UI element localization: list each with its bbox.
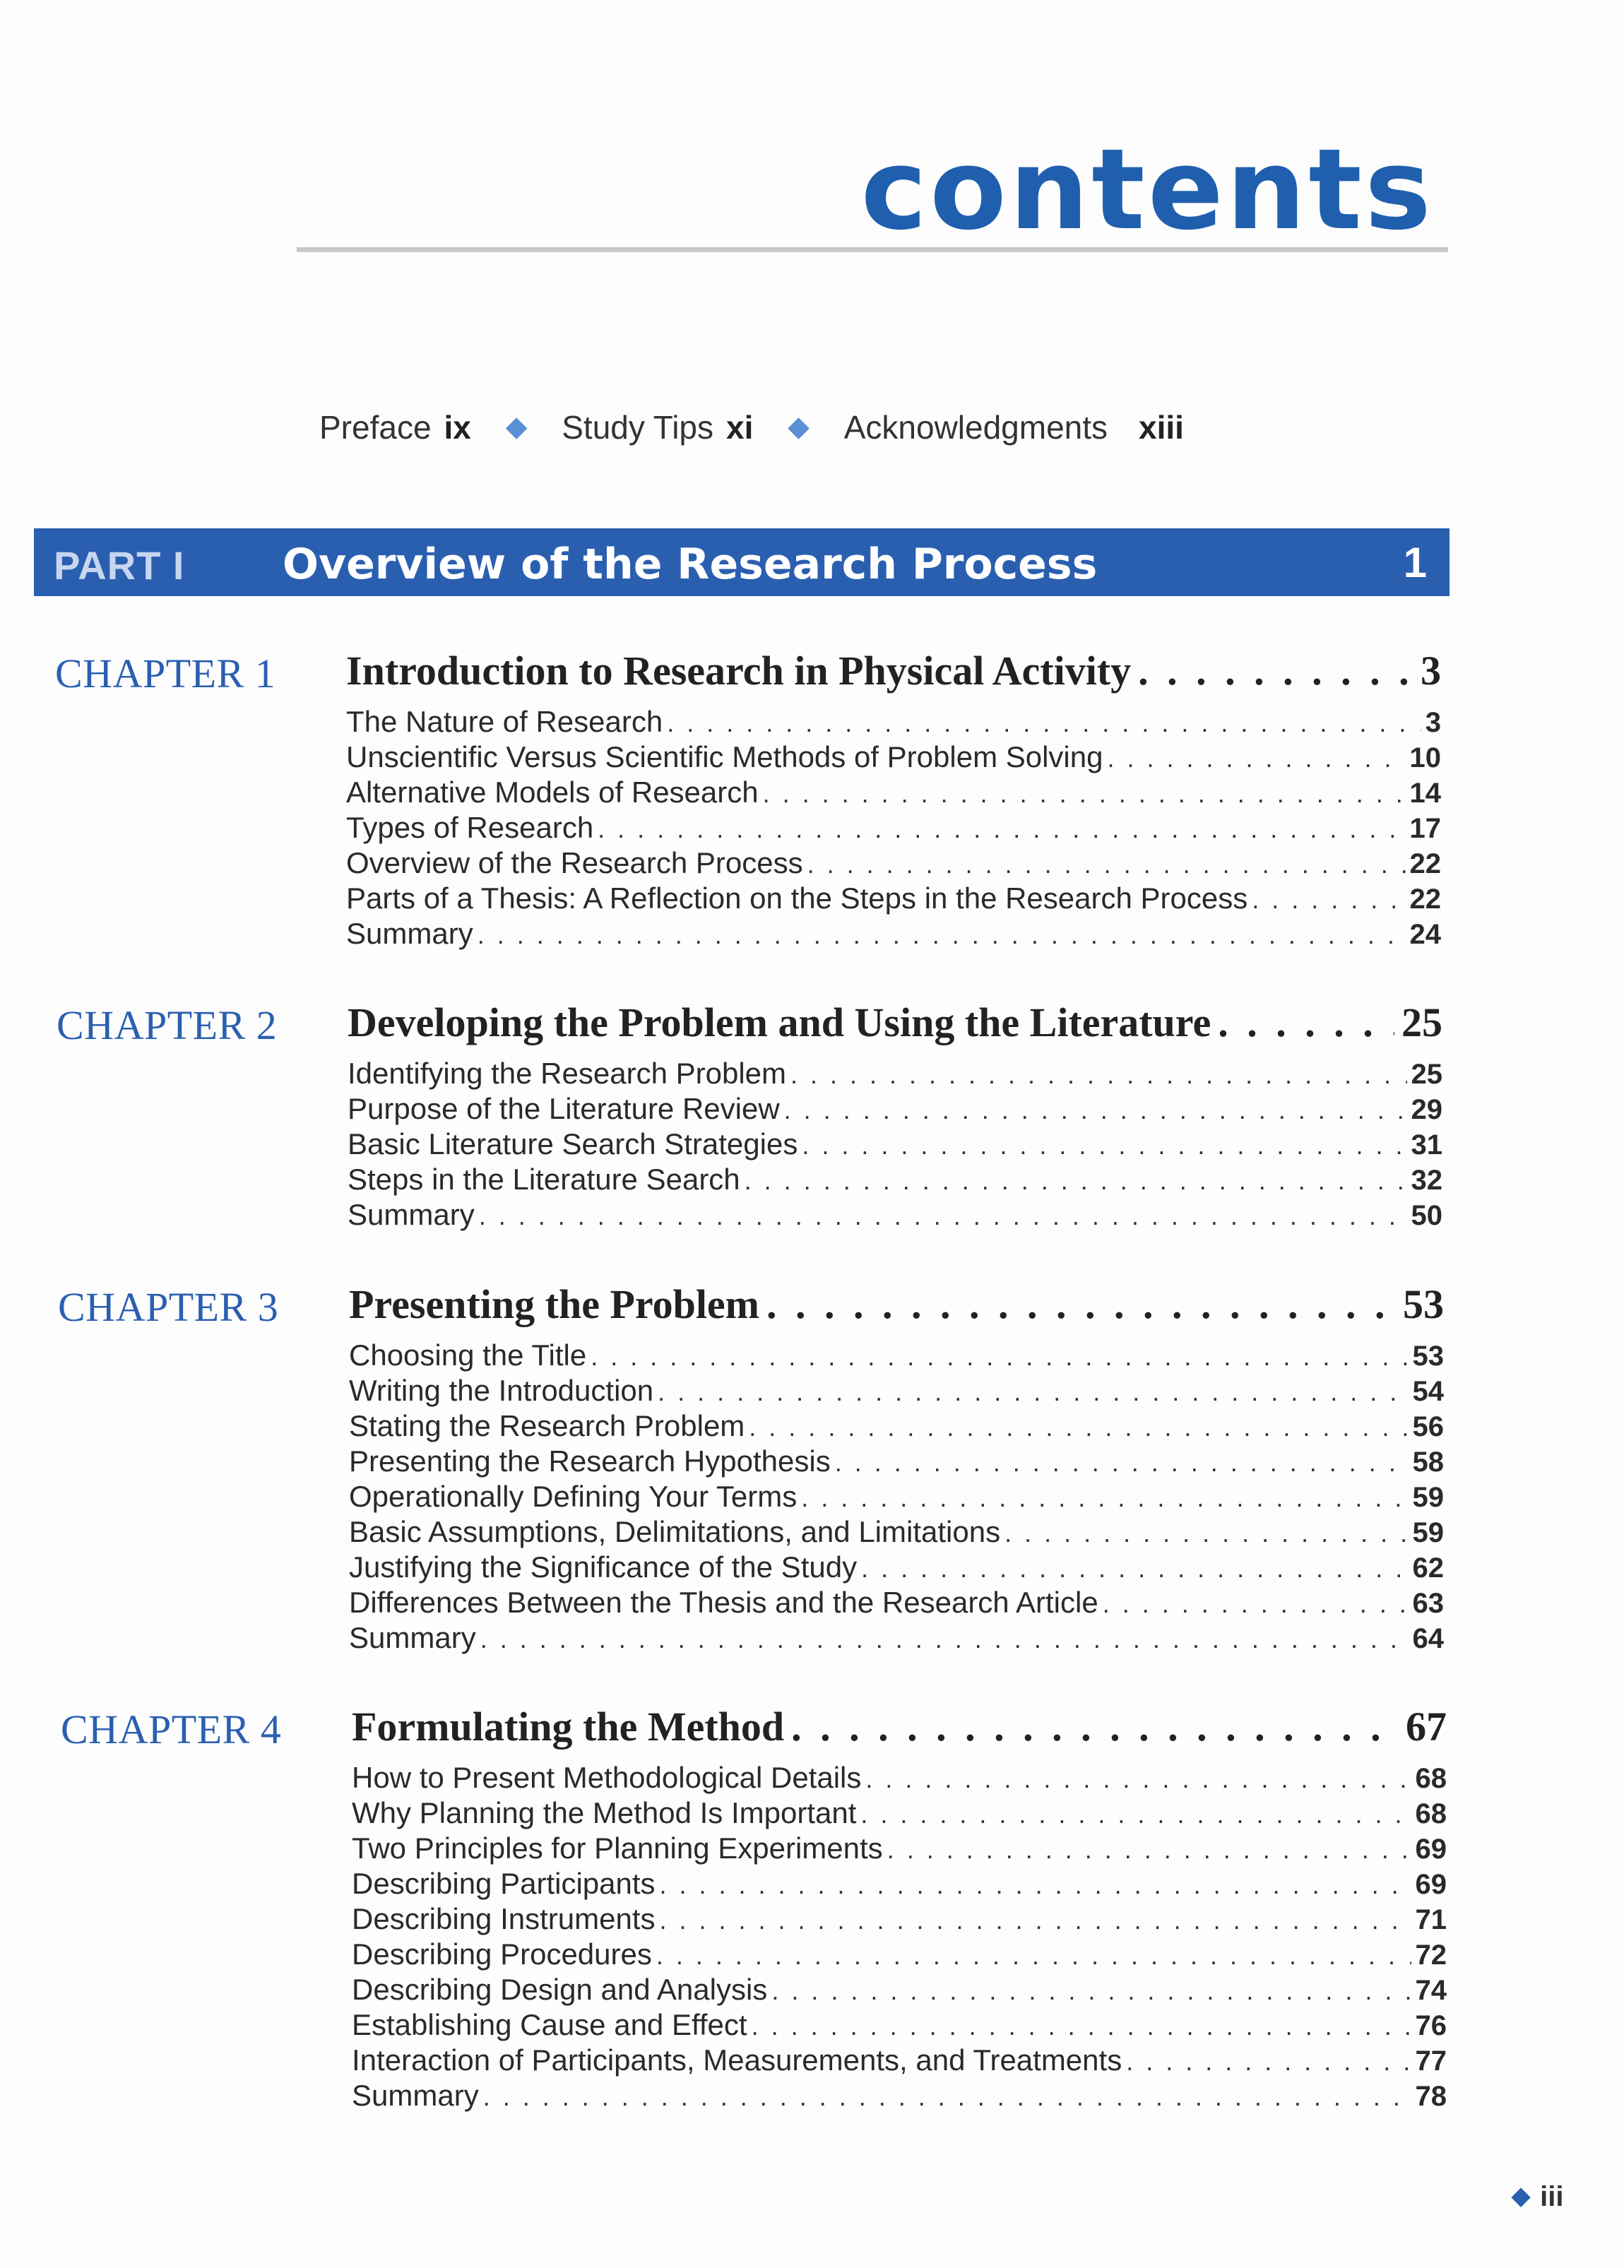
front-item-study-tips[interactable]	[562, 408, 753, 446]
section-page: 25	[1411, 1059, 1442, 1090]
section-title: Justifying the Significance of the Study	[349, 1550, 858, 1584]
chapter-page: 67	[1406, 1704, 1447, 1750]
dot-leader	[752, 2008, 1411, 2042]
front-item-preface[interactable]	[319, 408, 471, 446]
dot-leader	[802, 1127, 1406, 1161]
section-title: Identifying the Research Problem	[348, 1057, 786, 1090]
diamond-icon: ◆	[505, 411, 528, 442]
section-entry[interactable]	[346, 776, 1441, 811]
dot-leader	[658, 1374, 1408, 1408]
section-title: Why Planning the Method Is Important	[352, 1796, 857, 1829]
dot-leader	[478, 917, 1406, 951]
section-entry[interactable]	[346, 846, 1441, 881]
chapter-title-entry[interactable]	[352, 1703, 1447, 1752]
section-page: 58	[1412, 1447, 1444, 1478]
chapter-title: Presenting the Problem	[349, 1281, 759, 1327]
chapter-page: 3	[1421, 648, 1441, 694]
section-entry[interactable]	[349, 1480, 1444, 1515]
section-title: Describing Procedures	[352, 1937, 652, 1971]
section-entry[interactable]	[349, 1374, 1444, 1409]
dot-leader	[667, 705, 1421, 739]
dot-leader	[766, 1281, 1396, 1328]
section-title: Alternative Models of Research	[346, 776, 759, 809]
section-entry[interactable]	[352, 2079, 1447, 2114]
section-entry[interactable]	[346, 740, 1441, 776]
chapter-title-entry[interactable]	[349, 1281, 1444, 1330]
section-entry[interactable]	[346, 881, 1441, 917]
section-entry[interactable]	[352, 1831, 1447, 1867]
section-page: 69	[1415, 1869, 1447, 1900]
dot-leader	[1004, 1515, 1408, 1549]
section-entry[interactable]	[349, 1338, 1444, 1374]
front-matter	[319, 408, 1184, 446]
chapter-label: CHAPTER 2	[57, 1002, 278, 1048]
section-entry[interactable]	[348, 1127, 1442, 1163]
diamond-icon: ◆	[1512, 2183, 1531, 2209]
section-entry[interactable]	[352, 1973, 1447, 2008]
dot-leader	[480, 1621, 1409, 1655]
section-title: Interaction of Participants, Measurements, and Treatments	[352, 2043, 1122, 2077]
section-title: Summary	[348, 1198, 475, 1231]
section-page: 78	[1415, 2081, 1447, 2112]
section-entry[interactable]	[349, 1586, 1444, 1621]
section-page: 10	[1409, 742, 1441, 773]
section-entry[interactable]	[349, 1621, 1444, 1656]
section-title: Summary	[346, 917, 473, 950]
section-entry[interactable]	[352, 2008, 1447, 2043]
dot-leader	[1103, 1586, 1409, 1620]
front-item-page: ix	[444, 409, 471, 446]
section-entry[interactable]	[349, 1444, 1444, 1480]
dot-leader	[479, 1198, 1407, 1232]
section-page: 22	[1409, 848, 1441, 879]
section-list	[349, 1338, 1444, 1656]
dot-leader	[745, 1163, 1407, 1197]
dot-leader	[749, 1409, 1408, 1443]
section-page: 69	[1415, 1834, 1447, 1865]
part-title: Overview of the Research Process	[283, 540, 1098, 589]
section-page: 68	[1415, 1763, 1447, 1794]
section-title: Describing Design and Analysis	[352, 1973, 768, 2006]
section-title: Summary	[349, 1621, 476, 1654]
dot-leader	[656, 1937, 1411, 1971]
section-entry[interactable]	[352, 2043, 1447, 2079]
dot-leader	[1218, 999, 1394, 1046]
page-footer	[1512, 2181, 1564, 2213]
section-page: 31	[1411, 1129, 1442, 1160]
section-page: 54	[1412, 1376, 1444, 1407]
chapter-title-entry[interactable]	[348, 999, 1442, 1048]
section-page: 76	[1415, 2010, 1447, 2041]
section-entry[interactable]	[349, 1409, 1444, 1444]
section-entry[interactable]	[349, 1515, 1444, 1550]
section-page: 50	[1411, 1200, 1442, 1231]
dot-leader	[763, 776, 1406, 809]
footer-page-number: iii	[1540, 2181, 1564, 2212]
section-title: Stating the Research Problem	[349, 1409, 745, 1442]
section-page: 24	[1409, 919, 1441, 950]
dot-leader	[860, 1796, 1411, 1830]
section-page: 22	[1409, 884, 1441, 915]
front-item-page: xi	[726, 409, 754, 446]
section-page: 17	[1409, 813, 1441, 844]
title-rule	[297, 247, 1448, 252]
section-title: Basic Assumptions, Delimitations, and Limitations	[349, 1515, 1001, 1548]
dot-leader	[660, 1867, 1411, 1901]
section-page: 32	[1411, 1165, 1442, 1196]
chapter-title: Formulating the Method	[352, 1704, 785, 1750]
section-page: 14	[1409, 778, 1441, 809]
chapter-title: Developing the Problem and Using the Literature	[348, 999, 1211, 1045]
section-page: 29	[1411, 1094, 1442, 1125]
section-title: Presenting the Research Hypothesis	[349, 1444, 831, 1478]
section-title: Purpose of the Literature Review	[348, 1092, 780, 1125]
chapter-page: 25	[1401, 999, 1442, 1045]
section-entry[interactable]	[348, 1198, 1442, 1233]
section-page: 72	[1415, 1940, 1447, 1971]
front-item-label: Study Tips	[562, 409, 714, 446]
section-title: Describing Participants	[352, 1867, 656, 1900]
section-entry[interactable]	[352, 1796, 1447, 1831]
front-item-label: Acknowledgments	[843, 409, 1108, 446]
section-title: Steps in the Literature Search	[348, 1163, 740, 1196]
section-list	[352, 1761, 1447, 2114]
section-entry[interactable]	[352, 1867, 1447, 1902]
section-title: The Nature of Research	[346, 705, 663, 738]
dot-leader	[835, 1444, 1409, 1478]
front-item-acknowledgments[interactable]	[844, 408, 1184, 446]
section-entry[interactable]	[352, 1902, 1447, 1937]
section-entry[interactable]	[346, 705, 1441, 740]
section-entry[interactable]	[352, 1937, 1447, 1973]
section-page: 63	[1412, 1588, 1444, 1619]
section-page: 56	[1412, 1411, 1444, 1442]
dot-leader	[801, 1480, 1408, 1514]
section-title: Types of Research	[346, 811, 594, 844]
chapter-label: CHAPTER 4	[61, 1706, 282, 1752]
section-title: Differences Between the Thesis and the Research Article	[349, 1586, 1098, 1619]
section-title: Overview of the Research Process	[346, 846, 803, 879]
chapter-title-entry[interactable]	[346, 647, 1441, 696]
section-list	[346, 705, 1441, 952]
section-title: Establishing Cause and Effect	[352, 2008, 747, 2041]
section-entry[interactable]	[348, 1057, 1442, 1092]
section-title: Basic Literature Search Strategies	[348, 1127, 798, 1160]
section-title: Writing the Introduction	[349, 1374, 654, 1407]
section-page: 64	[1412, 1623, 1444, 1654]
chapter-label: CHAPTER 3	[58, 1284, 279, 1330]
dot-leader	[887, 1831, 1411, 1865]
dot-leader	[1252, 881, 1405, 915]
dot-leader	[791, 1703, 1399, 1750]
part-label: PART I	[54, 543, 185, 588]
dot-leader	[598, 811, 1405, 845]
dot-leader	[784, 1092, 1407, 1126]
section-title: Two Principles for Planning Experiments	[352, 1831, 883, 1865]
dot-leader	[790, 1057, 1407, 1091]
dot-leader	[1138, 647, 1413, 694]
section-title: Summary	[352, 2079, 479, 2112]
dot-leader	[807, 846, 1406, 880]
section-title: Describing Instruments	[352, 1902, 656, 1935]
diamond-icon: ◆	[788, 411, 810, 442]
section-title: Parts of a Thesis: A Reflection on the Steps in the Research Process	[346, 881, 1248, 915]
part-header[interactable]	[34, 528, 1450, 596]
section-page: 74	[1415, 1975, 1447, 2006]
section-list	[348, 1057, 1442, 1233]
dot-leader	[483, 2079, 1411, 2113]
dot-leader	[660, 1902, 1411, 1936]
section-page: 71	[1415, 1904, 1447, 1935]
section-page: 53	[1412, 1341, 1444, 1372]
section-title: Operationally Defining Your Terms	[349, 1480, 798, 1513]
dot-leader	[771, 1973, 1411, 2007]
dot-leader	[1107, 740, 1405, 774]
section-title: Unscientific Versus Scientific Methods of Problem Solving	[346, 740, 1103, 773]
part-page: 1	[1403, 539, 1427, 586]
front-item-page: xiii	[1139, 409, 1184, 446]
section-page: 68	[1415, 1798, 1447, 1829]
section-page: 62	[1412, 1552, 1444, 1584]
page-title: contents	[860, 125, 1434, 255]
front-item-label: Preface	[319, 409, 432, 446]
section-entry[interactable]	[346, 917, 1441, 952]
chapter-title: Introduction to Research in Physical Activity	[346, 648, 1132, 694]
chapter-label: CHAPTER 1	[55, 651, 276, 696]
section-page: 59	[1412, 1517, 1444, 1548]
section-page: 77	[1415, 2046, 1447, 2077]
dot-leader	[865, 1761, 1411, 1795]
section-entry[interactable]	[352, 1761, 1447, 1796]
section-entry[interactable]	[349, 1550, 1444, 1586]
section-entry[interactable]	[348, 1092, 1442, 1127]
chapter-page: 53	[1403, 1281, 1444, 1327]
section-title: Choosing the Title	[349, 1338, 587, 1372]
section-entry[interactable]	[346, 811, 1441, 846]
dot-leader	[1126, 2043, 1411, 2077]
dot-leader	[591, 1338, 1408, 1372]
dot-leader	[861, 1550, 1408, 1584]
section-page: 3	[1425, 707, 1441, 738]
section-page: 59	[1412, 1482, 1444, 1513]
section-title: How to Present Methodological Details	[352, 1761, 862, 1794]
section-entry[interactable]	[348, 1163, 1442, 1198]
